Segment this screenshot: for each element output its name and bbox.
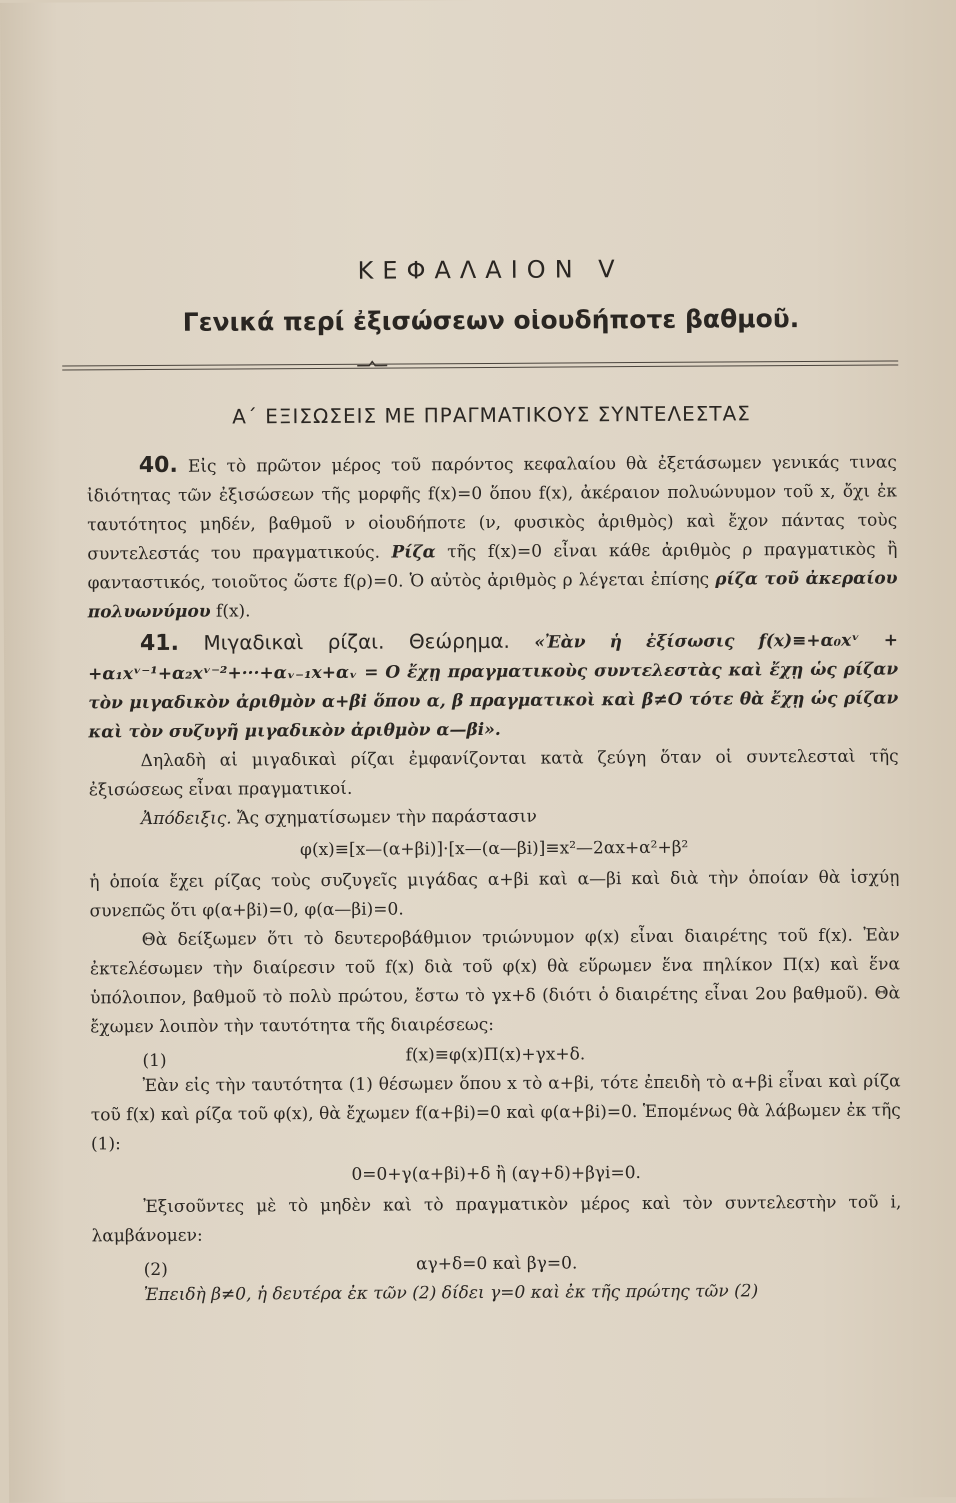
- paragraph-number: 40.: [138, 452, 178, 479]
- paragraph-text: Εἰς τὸ πρῶτον μέρος τοῦ παρόντος κεφαλαίου θὰ ἐξετάσωμεν γενικάς τινας ἰδιότητας τῶν ἐξισώσεων τῆς μορφῆς f(x)=0 ὅπου f(x), ἀκέραιον πολυώνυμον τοῦ x, ὄχι ἐκ ταυτότητος μηδέν, βαθμοῦ ν οἱουδήποτε (ν, φυσικὸς ἀριθμὸς) καὶ ἔχον πάντας τοὺς συντελεστάς του πραγματικούς.: [86, 452, 898, 565]
- proof-paragraph: ἡ ὁποία ἔχει ρίζας τοὺς συζυγεῖς μιγάδας α+βi καὶ α—βi καὶ διὰ τὴν ὁποίαν θὰ ἰσχύῃ συνεπῶς ὅτι φ(α+βi)=0, φ(α—βi)=0.: [89, 867, 900, 922]
- double-rule-divider: [62, 354, 898, 377]
- formula-phi: φ(x)≡[x—(α+βi)]·[x—(α—βi)]≡x²—2αx+α²+β²: [299, 837, 689, 861]
- paragraph-40: [87, 446, 898, 627]
- proof-paragraph: Ἐπειδὴ β≠0, ἡ δευτέρα ἐκ τῶν (2) δίδει γ=0 καὶ ἐκ τῆς πρώτης τῶν (2): [143, 1281, 759, 1306]
- proof-intro: [89, 800, 899, 834]
- proof-paragraph: Θὰ δείξωμεν ὅτι τὸ δευτεροβάθμιον τριώνυμον φ(x) εἶναι διαιρέτης τοῦ f(x). Ἐὰν ἐκτελέσωμεν τὴν διαίρεσιν τοῦ f(x) διὰ τοῦ φ(x) θὰ εὕρωμεν ἕνα πηλίκον Π(x) καὶ ἕνα ὑπόλοιπον, βαθμοῦ τὸ πολὺ πρώτου, ἔστω τὸ γx+δ (διότι ὁ διαιρέτης εἶναι 2ου βαθμοῦ). Θὰ ἔχωμεν λοιπὸν τὴν ταυτότητα τῆς διαιρέσεως:: [89, 925, 901, 1038]
- chapter-title: Γενικά περί ἐξισώσεων οἱουδήποτε βαθμοῦ.: [182, 304, 800, 337]
- term-polynomial-root: ρίζα τοῦ ἀκεραίου πολυωνύμου: [87, 568, 898, 623]
- proof-paragraph: Ἐξισοῦντες μὲ τὸ μηδὲν καὶ τὸ πραγματικὸν μέρος καὶ τὸν συντελεστὴν τοῦ i, λαμβάνομεν:: [91, 1192, 902, 1247]
- section-title: Α΄ ΕΞΙΣΩΣΕΙΣ ΜΕ ΠΡΑΓΜΑΤΙΚΟΥΣ ΣΥΝΤΕΛΕΣΤΑΣ: [232, 401, 751, 429]
- paragraph-text: f(x).: [210, 601, 251, 622]
- paragraph-41: [88, 624, 899, 747]
- equation-body: f(x)≡φ(x)Π(x)+γx+δ.: [405, 1044, 586, 1066]
- equation-tag: (1): [142, 1050, 167, 1072]
- proof-label: Ἀπόδειξις.: [140, 808, 232, 830]
- equation-1: [90, 1037, 900, 1072]
- term-root: Ρίζα: [391, 542, 436, 563]
- paragraph-heading: Μιγαδικαὶ ρίζαι. Θεώρημα.: [178, 628, 535, 655]
- theorem-note: Δηλαδὴ αἱ μιγαδικαὶ ρίζαι ἐμφανίζονται κατὰ ζεύγη ὅταν οἱ συντελεσταὶ τῆς ἐξισώσεως εἶναι πραγματικοί.: [88, 746, 899, 801]
- rule-ornament-icon: [355, 360, 389, 372]
- formula-substitution: 0=0+γ(α+βi)+δ ἢ (αγ+δ)+βγi=0.: [351, 1163, 641, 1185]
- equation-body: αγ+δ=0 καὶ βγ=0.: [416, 1253, 578, 1275]
- paragraph-number: 41.: [139, 630, 179, 657]
- equation-tag: (2): [143, 1259, 168, 1281]
- equation-2: [92, 1246, 902, 1281]
- chapter-heading: ΚΕΦΑΛΑΙΟΝ V: [357, 255, 624, 285]
- paragraph-text: τῆς f(x)=0 εἶναι κάθε ἀριθμὸς ρ πραγματικὸς ἢ φανταστικός, τοιοῦτος ὥστε f(ρ)=0. Ὁ αὐτὸς ἀριθμὸς ρ λέγεται ἐπίσης: [87, 539, 898, 594]
- theorem-statement: «Ἐὰν ἡ ἐξίσωσις f(x)≡+α₀xᵛ + +α₁xᵛ⁻¹+α₂xᵛ⁻²+···+αᵥ₋₁x+αᵥ = O ἔχῃ πραγματικοὺς συντελεστὰς καὶ ἔχῃ ὡς ρίζαν τὸν μιγαδικὸν ἀριθμὸν α+βi ὅπου α, β πραγματικοὶ καὶ β≠O τότε θὰ ἔχῃ ὡς ρίζαν καὶ τὸν συζυγῆ μιγαδικὸν ἀριθμὸν α—βi».: [88, 630, 899, 743]
- proof-intro-text: Ἄς σχηματίσωμεν τὴν παράστασιν: [231, 806, 537, 829]
- proof-paragraph: Ἐὰν εἰς τὴν ταυτότητα (1) θέσωμεν ὅπου x τὸ α+βi, τότε ἐπειδὴ τὸ α+βi εἶναι καὶ ρίζα τοῦ f(x) καὶ ρίζα τοῦ φ(x), θὰ ἔχωμεν f(α+βi)=0 καὶ φ(α+βi)=0. Ἑπομένως θὰ λάβωμεν ἐκ τῆς (1):: [90, 1071, 901, 1155]
